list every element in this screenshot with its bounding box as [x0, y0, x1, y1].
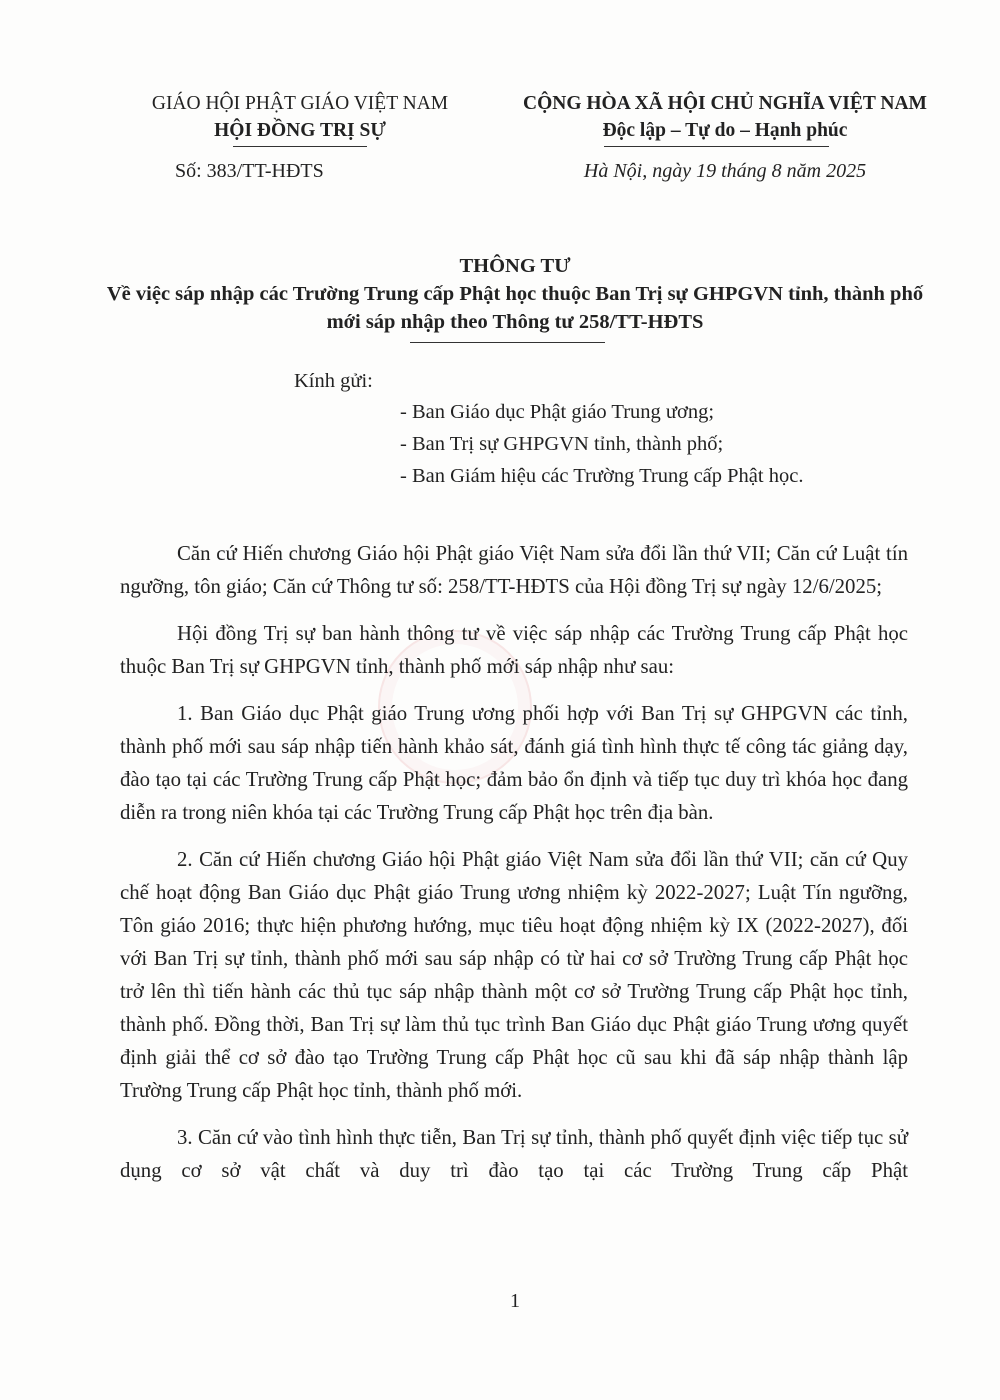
- body-paragraph: 3. Căn cứ vào tình hình thực tiễn, Ban Trị sự tỉnh, thành phố quyết định việc tiếp tục sử dụng cơ sở vật chất và duy trì đào tạo tại các Trường Trung cấp Phật: [120, 1126, 908, 1182]
- recipients-list: [400, 396, 803, 492]
- motto-underline: [604, 146, 829, 147]
- recipient-item: - Ban Giáo dục Phật giáo Trung ương;: [400, 401, 715, 423]
- body-paragraph: 1. Ban Giáo dục Phật giáo Trung ương phối hợp với Ban Trị sự GHPGVN các tỉnh, thành phố mới sau sáp nhập tiến hành khảo sát, đánh giá tình hình thực tế công tác giảng dạy, đào tạo tại các Trường Trung cấp Phật học; đảm bảo ổn định và tiếp tục duy trì khóa học đang diễn ra trong niên khóa tại các Trường Trung cấp Phật học trên địa bàn.: [120, 702, 908, 824]
- page-number: 1: [510, 1290, 520, 1312]
- org-right-line1: CỘNG HÒA XÃ HỘI CHỦ NGHĨA VIỆT NAM: [523, 93, 927, 114]
- org-left-line2: HỘI ĐỒNG TRỊ SỰ: [214, 120, 386, 141]
- org-right-line2: Độc lập – Tự do – Hạnh phúc: [602, 120, 848, 141]
- document-title: THÔNG TƯ: [459, 255, 571, 277]
- recipients-label: Kính gửi:: [294, 370, 373, 392]
- document-body: [120, 537, 908, 1201]
- body-paragraph: 2. Căn cứ Hiến chương Giáo hội Phật giáo Việt Nam sửa đổi lần thứ VII; căn cứ Quy chế hoạt động Ban Giáo dục Phật giáo Trung ương nhiệm kỳ 2022-2027; Luật Tín ngưỡng, Tôn giáo 2016; thực hiện phương hướng, mục tiêu hoạt động nhiệm kỳ IX (2022-2027), đối với Ban Trị sự tỉnh, thành phố mới sau sáp nhập có từ hai cơ sở Trường Trung cấp Phật học trở lên thì tiến hành các thủ tục sáp nhập thành một cơ sở Trường Trung cấp Phật học tỉnh, thành phố. Đồng thời, Ban Trị sự làm thủ tục trình Ban Giáo dục Phật giáo Trung ương quyết định giải thể cơ sở đào tạo Trường Trung cấp Phật học cũ sau khi đã sáp nhập thành lập Trường Trung cấp Phật học tỉnh, thành phố mới.: [120, 848, 908, 1102]
- title-underline: [410, 342, 605, 343]
- body-paragraph: Hội đồng Trị sự ban hành thông tư về việc sáp nhập các Trường Trung cấp Phật học thuộc Ban Trị sự GHPGVN tỉnh, thành phố mới sáp nhập như sau:: [120, 622, 908, 678]
- document-subject: Về việc sáp nhập các Trường Trung cấp Phật học thuộc Ban Trị sự GHPGVN tỉnh, thành phố mới sáp nhập theo Thông tư 258/TT-HĐTS: [106, 283, 924, 333]
- body-paragraph: Căn cứ Hiến chương Giáo hội Phật giáo Việt Nam sửa đổi lần thứ VII; Căn cứ Luật tín ngưỡng, tôn giáo; Căn cứ Thông tư số: 258/TT-HĐTS của Hội đồng Trị sự ngày 12/6/2025;: [120, 542, 908, 598]
- document-number: Số: 383/TT-HĐTS: [175, 160, 324, 182]
- issuing-organization: [105, 90, 495, 144]
- org-left-line1: GIÁO HỘI PHẬT GIÁO VIỆT NAM: [151, 93, 449, 114]
- recipient-item: - Ban Trị sự GHPGVN tỉnh, thành phố;: [400, 433, 724, 455]
- national-motto: [490, 90, 960, 144]
- place-date: Hà Nội, ngày 19 tháng 8 năm 2025: [583, 160, 867, 182]
- recipient-item: - Ban Giám hiệu các Trường Trung cấp Phật học.: [400, 465, 804, 487]
- org-left-underline: [233, 146, 367, 147]
